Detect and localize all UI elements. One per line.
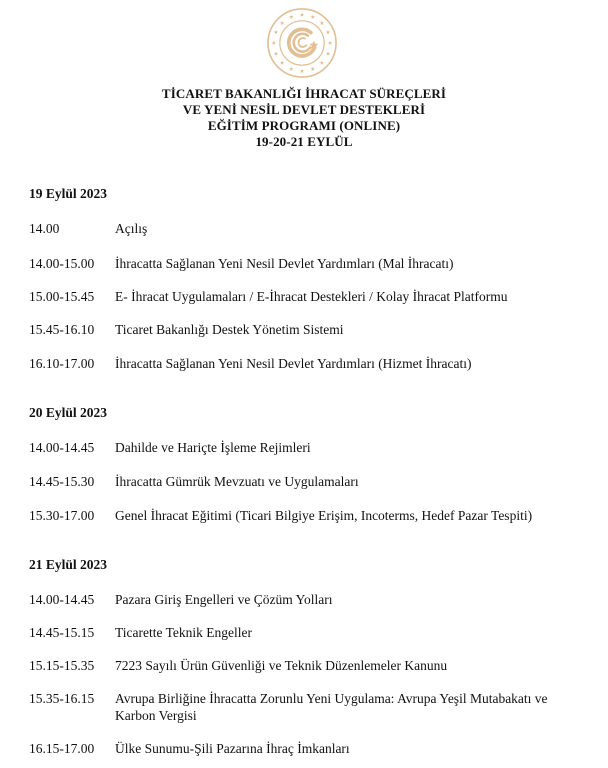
emblem-star-icon xyxy=(300,69,304,73)
title-line-3: EĞİTİM PROGRAMI (ONLINE) xyxy=(207,118,401,133)
session-time: 16.15-17.00 xyxy=(29,741,95,756)
session-time: 15.15-15.35 xyxy=(29,658,95,673)
session-time: 14.00-14.45 xyxy=(29,440,95,455)
emblem-star-icon xyxy=(311,15,316,19)
session-time: 15.00-15.45 xyxy=(29,289,95,304)
session-topic: Açılış xyxy=(115,221,148,236)
session-topic: İhracatta Sağlanan Yeni Nesil Devlet Yardımları (Mal İhracatı) xyxy=(115,256,454,271)
session-topic: Dahilde ve Hariçte İşleme Rejimleri xyxy=(115,440,311,455)
session-topic: Ülke Sunumu-Şili Pazarına İhraç İmkanları xyxy=(115,741,350,756)
program-title xyxy=(0,86,608,150)
day-heading-3: 21 Eylül 2023 xyxy=(29,557,108,572)
session-topic: 7223 Sayılı Ürün Güvenliği ve Teknik Düzenlemeler Kanunu xyxy=(115,658,448,673)
session-topic: İhracatta Sağlanan Yeni Nesil Devlet Yardımları (Hizmet İhracatı) xyxy=(115,356,472,371)
session-topic: Avrupa Birliğine İhracatta Zorunlu Yeni Uygulama: Avrupa Yeşil Mutabakatı ve Karbon Vergisi xyxy=(115,691,548,723)
session-time: 14.45-15.15 xyxy=(29,625,95,640)
session-topic: Genel İhracat Eğitimi (Ticari Bilgiye Erişim, Incoterms, Hedef Pazar Tespiti) xyxy=(115,508,533,523)
emblem-star-icon xyxy=(274,30,279,34)
emblem-star-icon xyxy=(272,41,276,45)
title-line-4: 19-20-21 EYLÜL xyxy=(255,134,353,149)
session-topic: E- İhracat Uygulamaları / E-İhracat Destekleri / Kolay İhracat Platformu xyxy=(115,289,508,304)
session-topic: Pazara Giriş Engelleri ve Çözüm Yolları xyxy=(115,592,333,607)
emblem-star-icon xyxy=(274,51,279,55)
emblem-star-icon xyxy=(326,30,331,34)
session-time: 14.00-14.45 xyxy=(29,592,95,607)
emblem-star-icon xyxy=(320,61,324,65)
emblem-star-icon xyxy=(289,67,294,71)
session-time: 15.35-16.15 xyxy=(29,691,95,706)
session-time: 14.45-15.30 xyxy=(29,474,95,489)
emblem-star-icon xyxy=(326,51,331,55)
session-topic: Ticarette Teknik Engeller xyxy=(115,625,253,640)
day-heading-2: 20 Eylül 2023 xyxy=(29,405,108,420)
session-time: 14.00-15.00 xyxy=(29,256,95,271)
session-time: 14.00 xyxy=(29,221,60,236)
title-line-1: TİCARET BAKANLIĞI İHRACAT SÜREÇLERİ xyxy=(161,86,447,101)
emblem-star-icon xyxy=(289,15,294,19)
emblem-star-icon xyxy=(320,21,324,25)
emblem-star-icon xyxy=(311,67,316,71)
emblem-star-icon xyxy=(328,41,332,45)
emblem-star-icon xyxy=(280,61,284,65)
session-time: 15.45-16.10 xyxy=(29,322,95,337)
ministry-emblem-icon xyxy=(265,6,339,80)
day-heading-1: 19 Eylül 2023 xyxy=(29,186,108,201)
session-time: 15.30-17.00 xyxy=(29,508,95,523)
session-topic: İhracatta Gümrük Mevzuatı ve Uygulamaları xyxy=(115,474,359,489)
session-time: 16.10-17.00 xyxy=(29,356,95,371)
title-line-2: VE YENİ NESİL DEVLET DESTEKLERİ xyxy=(182,102,426,117)
emblem-star-icon xyxy=(280,21,284,25)
emblem-star-icon xyxy=(300,13,304,17)
session-topic: Ticaret Bakanlığı Destek Yönetim Sistemi xyxy=(115,322,344,337)
